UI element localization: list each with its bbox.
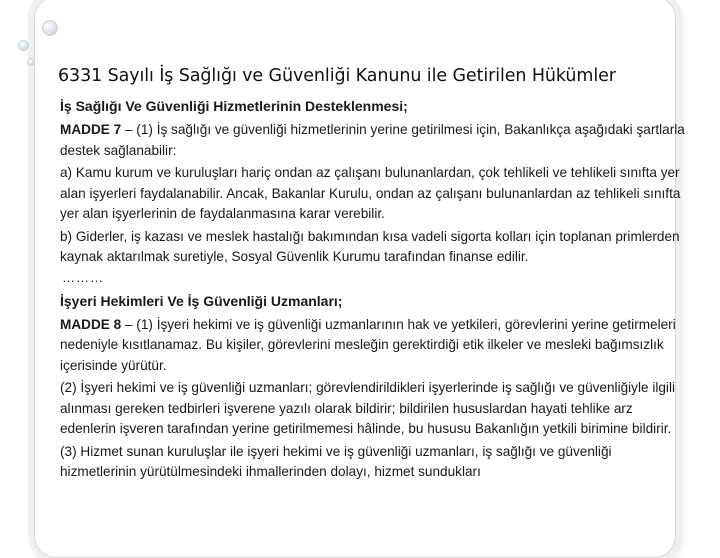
article-8-paragraph <box>60 315 688 377</box>
article-8-item-3: (3) Hizmet sunan kuruluşlar ile işyeri hekimi ve iş güvenliği uzmanları, iş sağlığı ve güvenliği hizmetlerinin yürütülmesindeki ihmallerinden dolayı, hizmet sundukları <box>60 443 612 479</box>
slide-content <box>60 97 688 485</box>
ellipsis: ……… <box>62 269 104 285</box>
section-heading-support: İş Sağlığı Ve Güvenliği Hizmetlerinin Desteklenmesi; <box>60 98 408 114</box>
article-7-paragraph <box>60 120 688 161</box>
article-text: – (1) İşyeri hekimi ve iş güvenliği uzmanlarının hak ve yetkileri, görevlerini yerine getirmeleri nedeniyle kısıtlanamaz. Bu kişiler, görevlerini mesleğin gerektirdiği etik ilkeler ve mesleki bağımsızlık içerisinde yürütür. <box>60 316 676 373</box>
article-text: – (1) İş sağlığı ve güvenliği hizmetlerinin yerine getirilmesi için, Bakanlıkça aşağıdaki şartlarla destek sağlanabilir: <box>60 122 685 158</box>
article-7-item-b: b) Giderler, iş kazası ve meslek hastalığı bakımından kısa vadeli sigorta kolları için toplanan primlerden kaynak aktarılmak suretiyle, Sosyal Güvenlik Kurumu tarafından finanse edilir. <box>60 228 680 264</box>
decorative-dot <box>18 40 29 51</box>
slide-title: 6331 Sayılı İş Sağlığı ve Güvenliği Kanunu ile Getirilen Hükümler <box>58 66 616 86</box>
article-label: MADDE 7 <box>60 122 122 137</box>
decorative-dot <box>42 20 58 36</box>
article-7-item-a: a) Kamu kurum ve kuruluşları hariç ondan az çalışanı bulunanlardan, çok tehlikeli ve tehlikeli sınıfta yer alan işyerleri faydalanabilir. Ancak, Bakanlar Kurulu, ondan az çalışanı bulunanlardan az tehlikeli sınıfta yer alan işyerlerinin de faydalanmasına karar verebilir. <box>60 165 681 221</box>
article-8-item-2: (2) İşyeri hekimi ve iş güvenliği uzmanları; görevlendirildikleri işyerlerinde iş sağlığı ve güvenliğiyle ilgili alınması gereken tedbirleri işverene yazılı olarak bildirir; bildirilen hususlardan hayati tehlike arz edenlerin işveren tarafından yerine getirilmemesi hâlinde, bu hususu Bakanlığın yetkili birimine bildirir. <box>60 380 675 436</box>
section-heading-occupational-physicians: İşyeri Hekimleri Ve İş Güvenliği Uzmanları; <box>60 292 343 309</box>
decorative-dot <box>27 58 35 66</box>
article-label: MADDE 8 <box>60 316 122 332</box>
